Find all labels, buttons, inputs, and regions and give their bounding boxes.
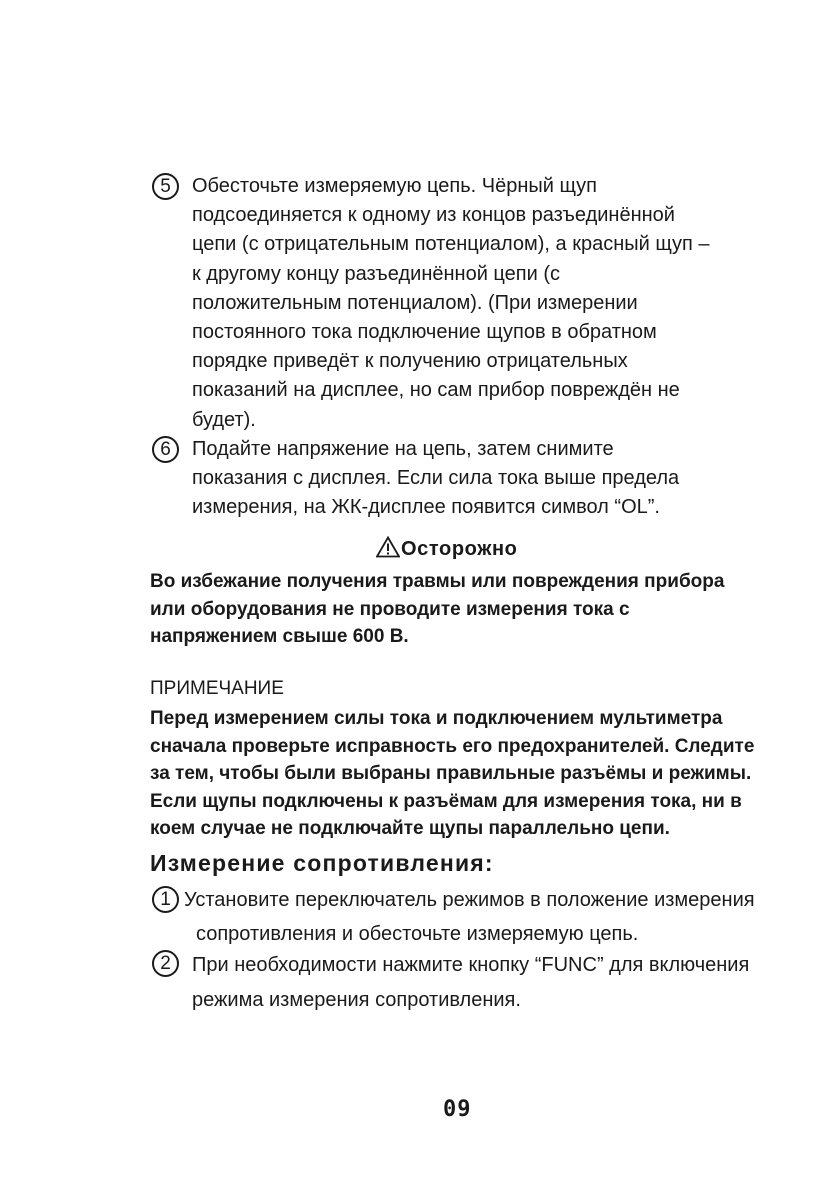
step-text (192, 172, 710, 435)
text-line: режима измерения сопротивления. (192, 989, 521, 1011)
text-line: положительным потенциалом). (При измерении (192, 291, 638, 314)
note-heading: ПРИМЕЧАНИЕ (150, 678, 284, 699)
text-line: Во избежание получения травмы или повреждения прибора (150, 571, 725, 592)
text-line: Обесточьте измеряемую цепь. Чёрный щуп (192, 175, 597, 197)
warning-triangle-icon (376, 536, 400, 558)
step-number-badge: 2 (152, 950, 179, 977)
text-line: измерения, на ЖК-дисплее появится символ “OL”. (192, 496, 660, 519)
step-number-badge: 6 (152, 436, 179, 463)
text-line: Установите переключатель режимов в положение измерения (184, 889, 755, 911)
step-text (192, 435, 679, 523)
text-line: показания с дисплея. Если сила тока выше предела (192, 467, 680, 490)
text-line: цепи (с отрицательным потенциалом), а красный щуп – (192, 233, 710, 256)
text-line: напряжением свыше 600 В. (150, 626, 409, 647)
note-text (150, 705, 754, 843)
step-text (184, 883, 755, 951)
text-line: При необходимости нажмите кнопку “FUNC” для включения (192, 954, 750, 976)
step-text (192, 948, 749, 1018)
text-line: порядке приведёт к получению отрицательных (192, 350, 628, 373)
caution-text (150, 568, 724, 651)
step-number-badge: 5 (152, 173, 179, 200)
text-line: Подайте напряжение на цепь, затем снимите (192, 438, 614, 460)
text-line: сопротивления и обесточьте измеряемую цепь. (196, 923, 639, 945)
page-number: 09 (443, 1097, 472, 1122)
text-line: или оборудования не проводите измерения тока с (150, 598, 630, 620)
text-line: будет). (192, 408, 256, 431)
text-line: подсоединяется к одному из концов разъединённой (192, 204, 675, 227)
text-line: сначала проверьте исправность его предохранителей. Следите (150, 735, 755, 757)
text-line: Перед измерением силы тока и подключением мультиметра (150, 708, 723, 729)
step-number-badge: 1 (152, 886, 179, 913)
text-line: к другому концу разъединённой цепи (с (192, 262, 560, 285)
section-title: Измерение сопротивления: (150, 850, 494, 876)
text-line: показаний на дисплее, но сам прибор повреждён не (192, 379, 680, 402)
text-line: постоянного тока подключение щупов в обратном (192, 320, 657, 343)
text-line: коем случае не подключайте щупы параллельно цепи. (150, 818, 670, 839)
text-line: Если щупы подключены к разъёмам для измерения тока, ни в (150, 790, 742, 812)
caution-title: Осторожно (401, 538, 518, 560)
text-line: за тем, чтобы были выбраны правильные разъёмы и режимы. (150, 763, 752, 784)
caution-heading (376, 536, 517, 561)
